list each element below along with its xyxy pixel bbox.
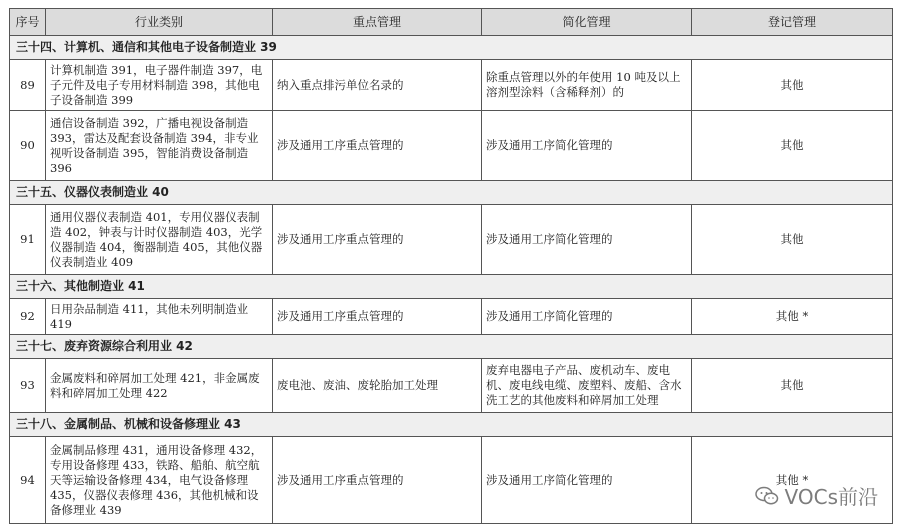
row-register: 其他 * (692, 299, 893, 335)
table-row (10, 359, 893, 413)
watermark-text: VOCs前沿 (784, 485, 878, 509)
section-title: 三十五、仪器仪表制造业 40 (10, 181, 893, 205)
table-row (10, 437, 893, 524)
row-register: 其他 (692, 60, 893, 111)
table-row (10, 205, 893, 275)
row-key: 废电池、废油、废轮胎加工处理 (273, 359, 482, 413)
row-register: 其他 (692, 359, 893, 413)
row-key: 涉及通用工序重点管理的 (273, 205, 482, 275)
section-row (10, 275, 893, 299)
section-title: 三十八、金属制品、机械和设备修理业 43 (10, 413, 893, 437)
row-simple: 涉及通用工序简化管理的 (482, 437, 692, 524)
section-title: 三十四、计算机、通信和其他电子设备制造业 39 (10, 36, 893, 60)
section-row (10, 413, 893, 437)
row-no: 91 (10, 205, 46, 275)
wechat-icon (755, 486, 779, 506)
row-simple: 除重点管理以外的年使用 10 吨及以上溶剂型涂料（含稀释剂）的 (482, 60, 692, 111)
row-no: 92 (10, 299, 46, 335)
header-simplified-management: 简化管理 (482, 9, 692, 36)
row-category: 通用仪器仪表制造 401，专用仪器仪表制造 402，钟表与计时仪器制造 403，光学仪器制造 404，衡器制造 405，其他仪器仪表制造业 409 (46, 205, 273, 275)
section-row (10, 181, 893, 205)
industry-table (9, 8, 893, 524)
table-row (10, 111, 893, 181)
row-simple: 废弃电器电子产品、废机动车、废电机、废电线电缆、废塑料、废船、含水洗工艺的其他废料和碎屑加工处理 (482, 359, 692, 413)
row-no: 94 (10, 437, 46, 524)
row-category: 通信设备制造 392，广播电视设备制造 393，雷达及配套设备制造 394，非专业视听设备制造 395，智能消费设备制造 396 (46, 111, 273, 181)
row-category: 计算机制造 391，电子器件制造 397，电子元件及电子专用材料制造 398，其他电子设备制造 399 (46, 60, 273, 111)
header-no: 序号 (10, 9, 46, 36)
row-category: 日用杂品制造 411，其他未列明制造业 419 (46, 299, 273, 335)
row-key: 涉及通用工序重点管理的 (273, 437, 482, 524)
row-no: 90 (10, 111, 46, 181)
table-row (10, 60, 893, 111)
header-key-management: 重点管理 (273, 9, 482, 36)
row-key: 涉及通用工序重点管理的 (273, 111, 482, 181)
row-no: 93 (10, 359, 46, 413)
row-key: 涉及通用工序重点管理的 (273, 299, 482, 335)
row-category: 金属制品修理 431，通用设备修理 432，专用设备修理 433，铁路、船舶、航空航天等运输设备修理 434，电气设备修理 435，仪器仪表修理 436，其他机械和设备修理业 439 (46, 437, 273, 524)
section-title: 三十六、其他制造业 41 (10, 275, 893, 299)
row-register: 其他 * (692, 437, 893, 524)
row-simple: 涉及通用工序简化管理的 (482, 299, 692, 335)
header-row (10, 9, 893, 36)
row-register: 其他 (692, 205, 893, 275)
section-title: 三十七、废弃资源综合利用业 42 (10, 335, 893, 359)
row-register: 其他 (692, 111, 893, 181)
row-category: 金属废料和碎屑加工处理 421，非金属废料和碎屑加工处理 422 (46, 359, 273, 413)
section-row (10, 36, 893, 60)
row-simple: 涉及通用工序简化管理的 (482, 111, 692, 181)
watermark (755, 481, 878, 510)
row-key: 纳入重点排污单位名录的 (273, 60, 482, 111)
header-registration-management: 登记管理 (692, 9, 893, 36)
row-simple: 涉及通用工序简化管理的 (482, 205, 692, 275)
table-row (10, 299, 893, 335)
section-row (10, 335, 893, 359)
row-no: 89 (10, 60, 46, 111)
header-category: 行业类别 (46, 9, 273, 36)
